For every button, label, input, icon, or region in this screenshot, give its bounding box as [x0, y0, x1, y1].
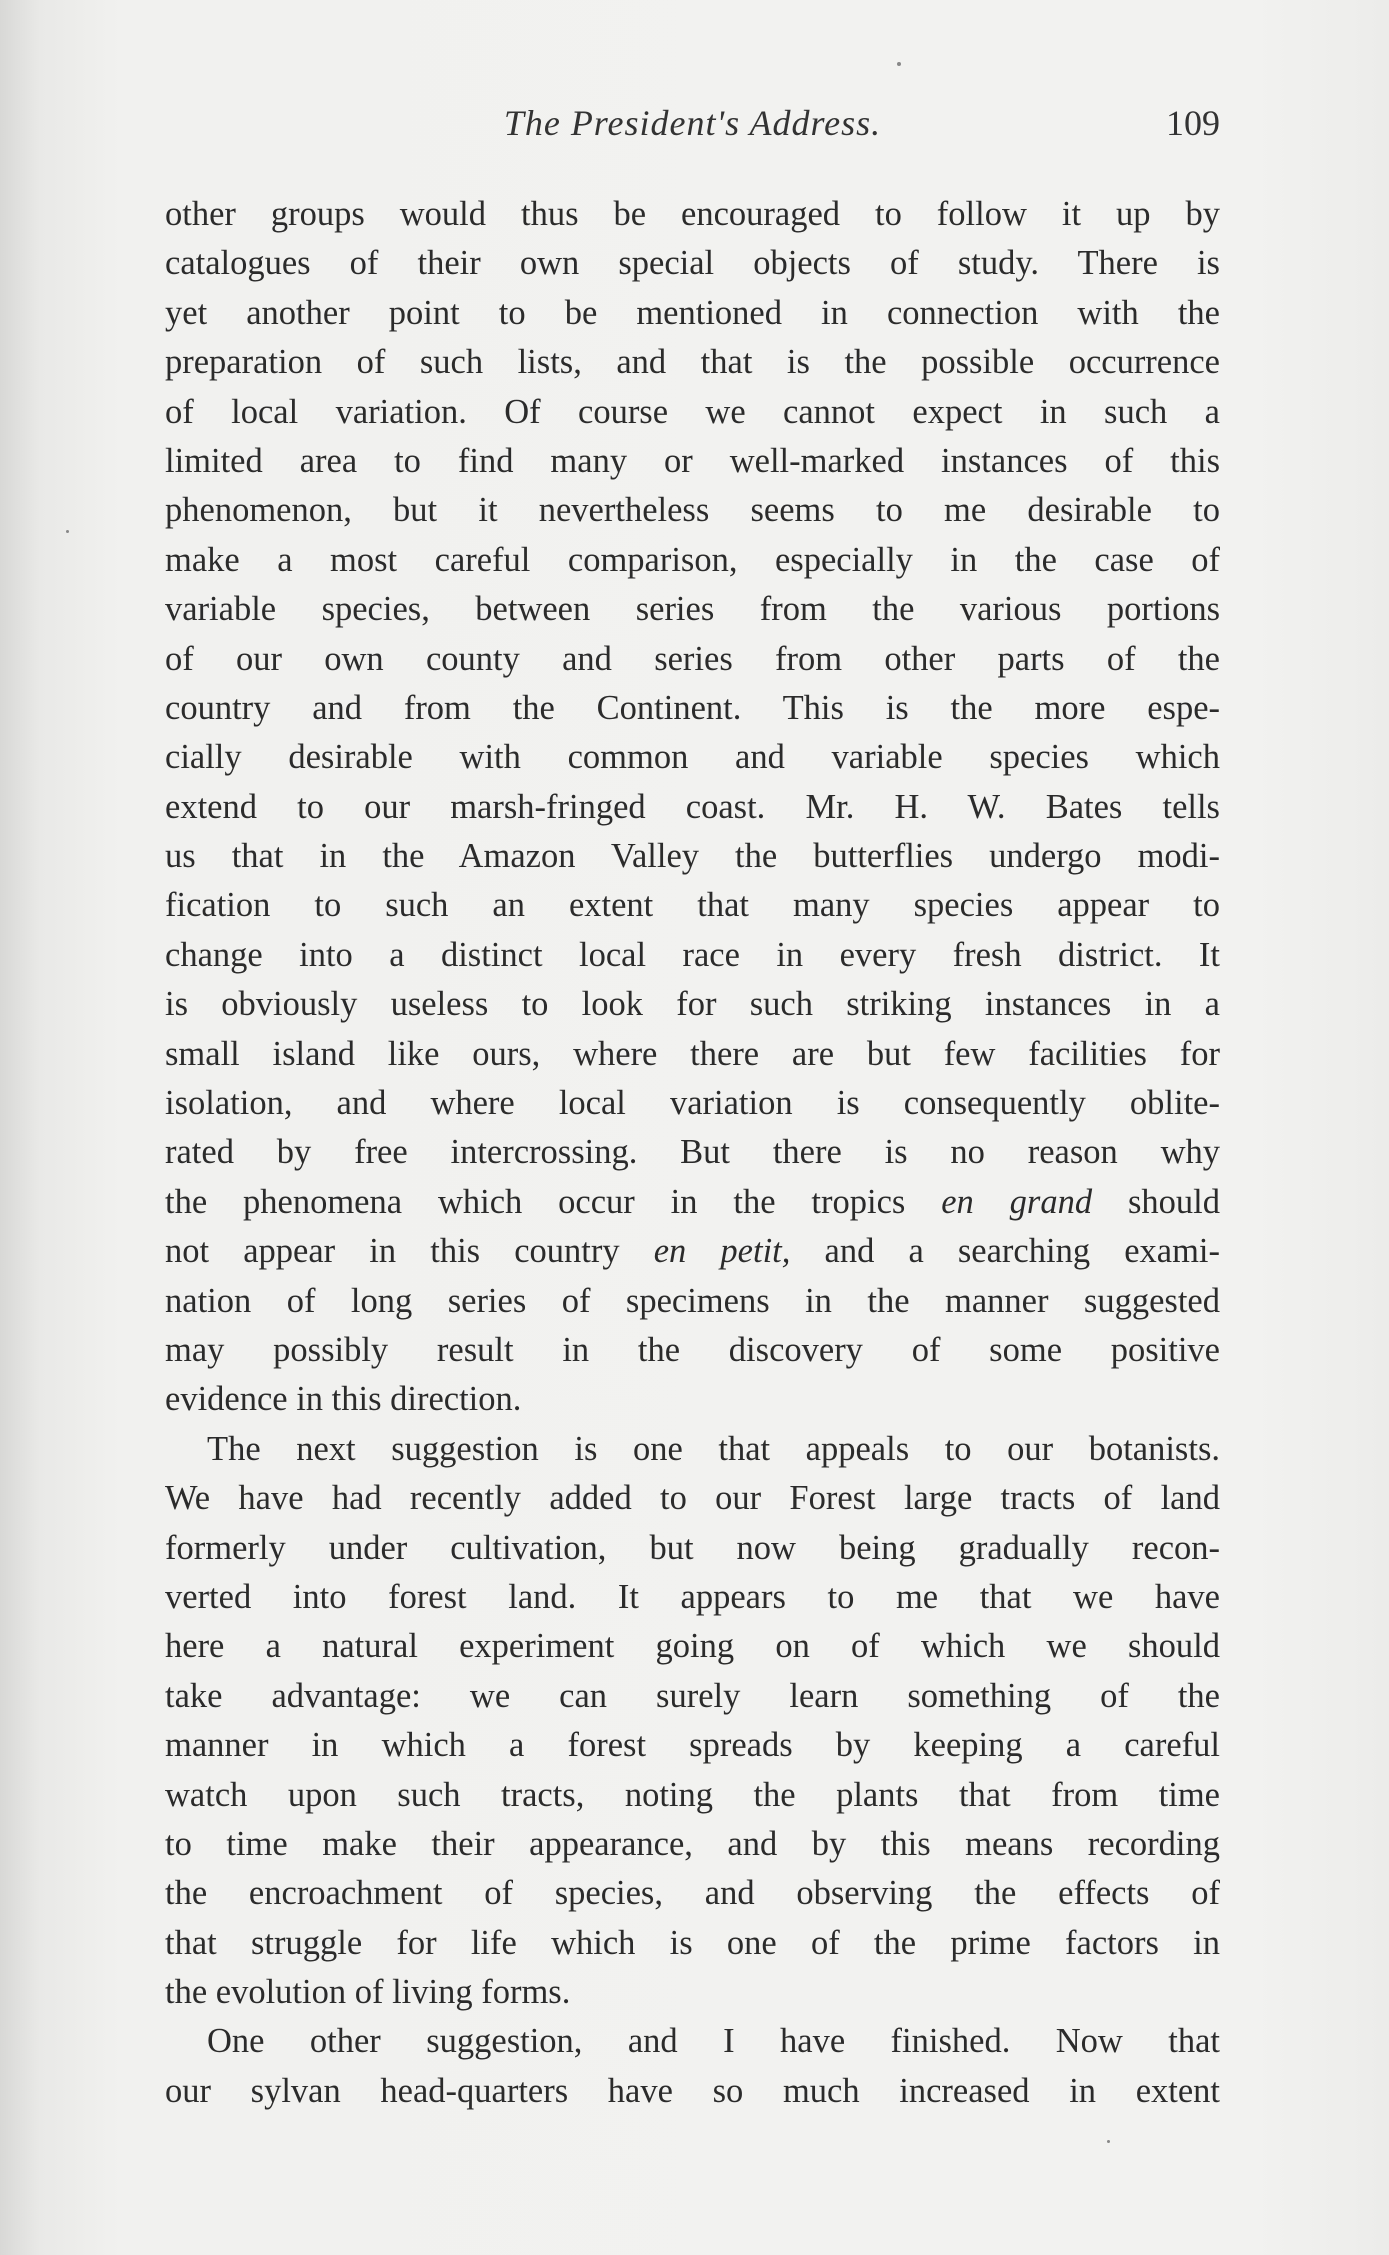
text-line: us that in the Amazon Valley the butterflies undergo modi-: [165, 837, 1220, 876]
text-line: yet another point to be mentioned in connection with the: [165, 293, 1220, 332]
text-segment: and a searching exami-: [790, 1232, 1220, 1271]
text-line: may possibly result in the discovery of some positive: [165, 1330, 1220, 1369]
text-segment: not appear in this country: [165, 1232, 654, 1271]
text-line: isolation, and where local variation is consequently oblite-: [165, 1084, 1220, 1123]
italic-phrase: en petit,: [653, 1232, 791, 1271]
text-line: formerly under cultivation, but now being gradually recon-: [165, 1528, 1220, 1567]
text-line: variable species, between series from the various portions: [165, 590, 1220, 629]
text-line: verted into forest land. It appears to me that we have: [165, 1577, 1220, 1616]
italic-phrase: en grand: [941, 1182, 1093, 1221]
text-segment: the phenomena which occur in the tropics: [165, 1182, 942, 1221]
text-line: change into a distinct local race in every fresh district. It: [165, 935, 1220, 974]
text-line: watch upon such tracts, noting the plants that from time: [165, 1775, 1220, 1814]
text-line: take advantage: we can surely learn something of the: [165, 1676, 1220, 1715]
paragraph-last-line: evidence in this direction.: [165, 1380, 522, 1419]
text-line: extend to our marsh-fringed coast. Mr. H. W. Bates tells: [165, 787, 1220, 826]
running-head: [165, 102, 1220, 152]
text-line: cially desirable with common and variable species which: [165, 738, 1220, 777]
text-line: preparation of such lists, and that is the possible occurrence: [165, 343, 1220, 382]
text-line: make a most careful comparison, especially in the case of: [165, 540, 1220, 579]
text-line: the encroachment of species, and observing the effects of: [165, 1874, 1220, 1913]
text-line: nation of long series of specimens in the manner suggested: [165, 1281, 1220, 1320]
page-number: 109: [1166, 103, 1220, 143]
text-line: of our own county and series from other parts of the: [165, 639, 1220, 678]
running-title: The President's Address.: [503, 103, 882, 143]
text-line: here a natural experiment going on of which we should: [165, 1627, 1220, 1666]
text-line: limited area to find many or well-marked instances of this: [165, 441, 1220, 480]
paragraph-last-line: the evolution of living forms.: [165, 1973, 571, 2012]
paper-speck: [1107, 2140, 1110, 2143]
text-line: country and from the Continent. This is the more espe-: [165, 688, 1220, 727]
text-line: other groups would thus be encouraged to follow it up by: [165, 195, 1220, 233]
text-line: of local variation. Of course we cannot expect in such a: [165, 392, 1220, 431]
text-line: catalogues of their own special objects of study. There is: [165, 244, 1220, 283]
paper-speck: [897, 62, 901, 66]
text-line: manner in which a forest spreads by keeping a careful: [165, 1726, 1220, 1765]
text-line: to time make their appearance, and by this means recording: [165, 1824, 1220, 1863]
paragraph-first-line: One other suggestion, and I have finished. Now that: [207, 2022, 1220, 2061]
text-line: rated by free intercrossing. But there is no reason why: [165, 1133, 1220, 1172]
text-line: We have had recently added to our Forest large tracts of land: [165, 1479, 1220, 1518]
text-line: that struggle for life which is one of the prime factors in: [165, 1923, 1220, 1962]
text-line: small island like ours, where there are but few facilities for: [165, 1034, 1220, 1073]
text-line: [165, 1178, 1220, 1227]
paragraph-first-line: The next suggestion is one that appeals to our botanists.: [207, 1429, 1220, 1468]
text-line: fication to such an extent that many species appear to: [165, 886, 1220, 925]
text-line: phenomenon, but it nevertheless seems to me desirable to: [165, 491, 1220, 530]
text-line: [165, 1227, 1220, 1276]
text-line: is obviously useless to look for such striking instances in a: [165, 985, 1220, 1024]
text-segment: should: [1092, 1182, 1220, 1221]
body-text: [165, 190, 1220, 2116]
text-line: our sylvan head-quarters have so much increased in extent: [165, 2071, 1220, 2110]
paper-speck: [66, 530, 69, 533]
